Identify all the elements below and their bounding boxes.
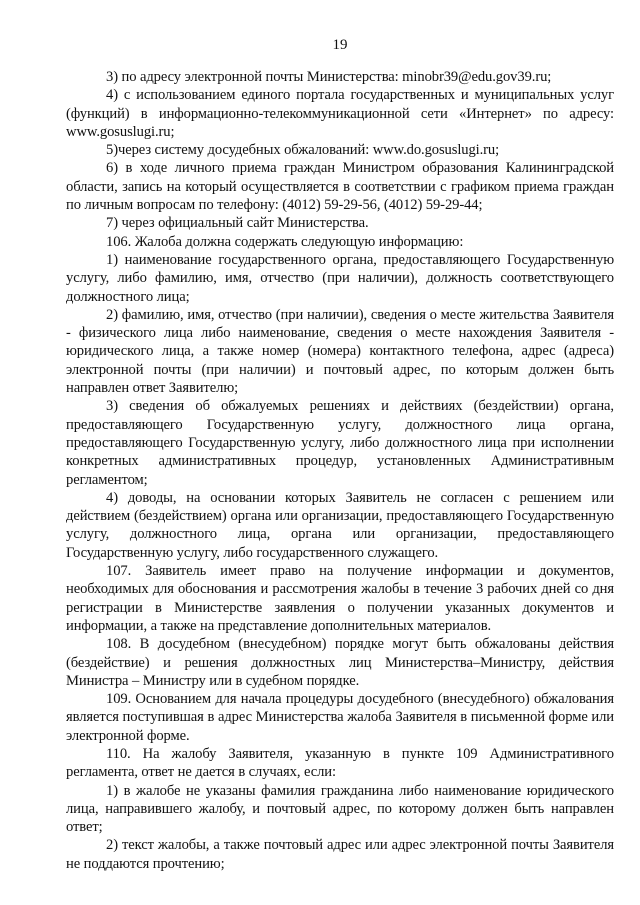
paragraph-108: 108. В досудебном (внесудебном) порядке могут быть обжалованы действия (бездействие) и решения должностных лиц Министерства–Министру, действия Министра – Министру или в судебном порядке.	[66, 636, 614, 689]
document-page	[66, 36, 614, 873]
paragraph-110-item-1: 1) в жалобе не указаны фамилия гражданина либо наименование юридического лица, направившего жалобу, и почтовый адрес, по которому должен быть направлен ответ;	[66, 782, 614, 836]
paragraph-110: 110. На жалобу Заявителя, указанную в пункте 109 Административного регламента, ответ не дается в случаях, если:	[66, 745, 614, 781]
paragraph-106-item-4: 4) доводы, на основании которых Заявитель не согласен с решением или действием (бездействием) органа или организации, предоставляющего Государственную услугу, должностного лица, органа или организации, предоставляющего Государственную услугу, либо государственного служащего.	[66, 489, 614, 561]
paragraph-106-item-3: 3) сведения об обжалуемых решениях и действиях (бездействии) органа, предоставляющего Государственную услугу, должностного лица органа, предоставляющего Государственную услугу, либо должностного лица при исполнении конкретных административных процедур, установленных Административным регламентом;	[66, 398, 614, 488]
paragraph-email-address: 3) по адресу электронной почты Министерства: minobr39@edu.gov39.ru;	[106, 69, 552, 85]
paragraph-110-item-2: 2) текст жалобы, а также почтовый адрес или адрес электронной почты Заявителя не поддаются прочтению;	[66, 837, 614, 872]
paragraph-personal-reception: 6) в ходе личного приема граждан Министром образования Калининградской области, запись на который осуществляется в соответствии с графиком приема граждан по личным вопросам по телефону: (4012) 59-29-56, (4012) 59-29-44;	[66, 160, 614, 214]
paragraph-official-site: 7) через официальный сайт Министерства.	[106, 215, 369, 232]
paragraph-106-item-2: 2) фамилию, имя, отчество (при наличии), сведения о месте жительства Заявителя - физического лица либо наименование, сведения о месте нахождения Заявителя - юридического лица, а также номер (номера) контактного телефона, адрес (адреса) электронной почты (при наличии) и почтовый адрес, по которым должен быть направлен ответ Заявителю;	[66, 306, 614, 397]
paragraph-106-heading: 106. Жалоба должна содержать следующую информацию:	[106, 233, 464, 250]
page-number: 19	[332, 37, 348, 53]
paragraph-107: 107. Заявитель имеет право на получение информации и документов, необходимых для обоснования и рассмотрения жалобы в течение 3 рабочих дней со дня регистрации в Министерстве заявления о получении указанных документов и информации, а также на представление дополнительных материалов.	[66, 563, 614, 634]
paragraph-pretrial-appeals-system: 5)через систему досудебных обжалований: www.do.gosuslugi.ru;	[106, 142, 500, 159]
paragraph-109: 109. Основанием для начала процедуры досудебного (внесудебного) обжалования является поступившая в адрес Министерства жалоба Заявителя в письменной форме или электронной форме.	[66, 691, 614, 744]
paragraph-public-services-portal: 4) с использованием единого портала государственных и муниципальных услуг (функций) в информационно-телекоммуникационной сети «Интернет» по адресу: www.gosuslugi.ru;	[66, 87, 614, 140]
paragraph-106-item-1: 1) наименование государственного органа, предоставляющего Государственную услугу, либо фамилию, имя, отчество (при наличии), должность соответствующего должностного лица;	[66, 251, 614, 305]
